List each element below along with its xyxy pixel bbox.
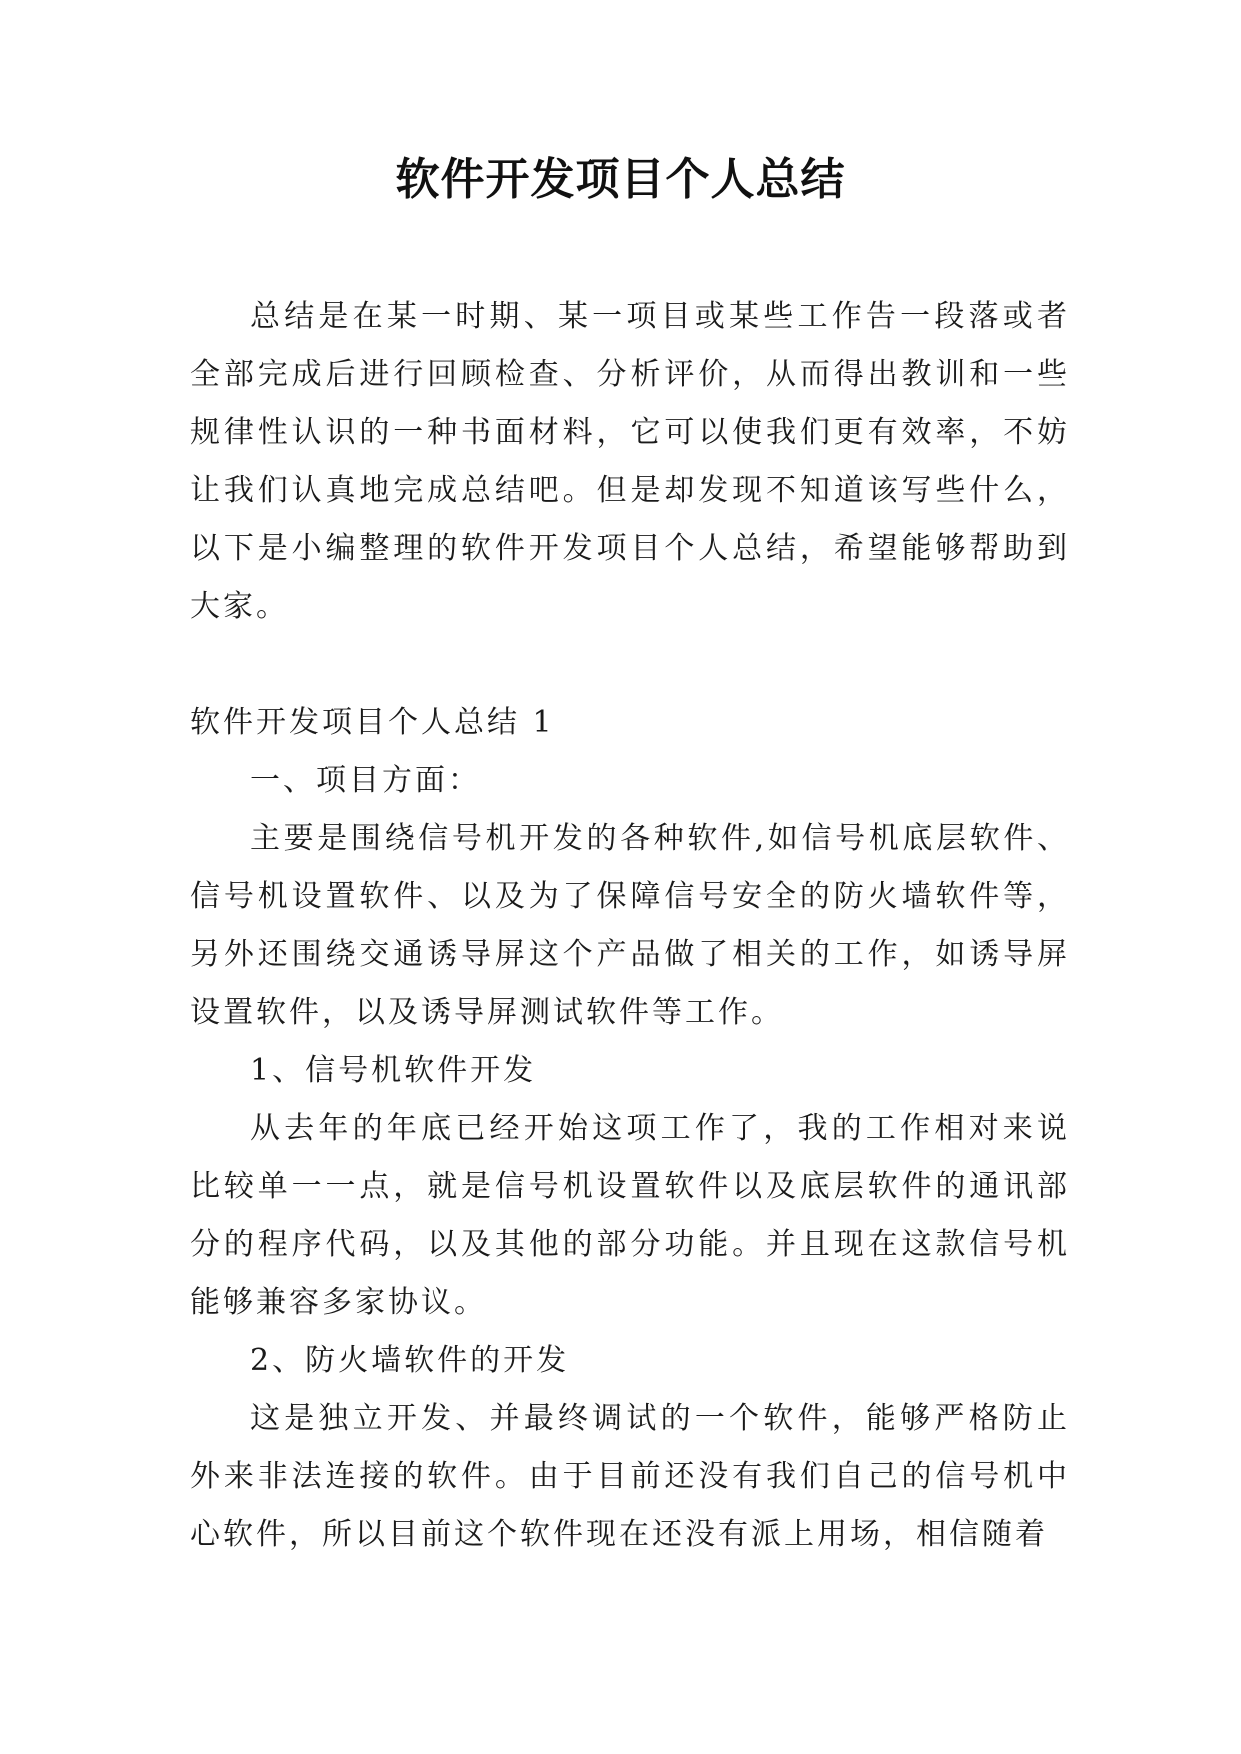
document-title: 软件开发项目个人总结: [395, 154, 846, 205]
section-title: 软件开发项目个人总结 1: [190, 705, 555, 740]
paragraph-signal-software: 从去年的年底已经开始这项工作了，我的工作相对来说比较单一一点，就是信号机设置软件以及底层软件的通讯部分的程序代码，以及其他的部分功能。并且现在这款信号机能够兼容多家协议。: [190, 1111, 1070, 1320]
subheading-signal-software: 1、信号机软件开发: [250, 1053, 537, 1088]
subheading-firewall-software: 2、防火墙软件的开发: [250, 1343, 570, 1378]
document-body: [190, 288, 1070, 1564]
subheading-project: 一、项目方面：: [250, 763, 481, 798]
paragraph-firewall-software: 这是独立开发、并最终调试的一个软件，能够严格防止外来非法连接的软件。由于目前还没有我们自己的信号机中心软件，所以目前这个软件现在还没有派上用场，相信随着: [190, 1401, 1070, 1552]
paragraph-project-overview: 主要是围绕信号机开发的各种软件,如信号机底层软件、信号机设置软件、以及为了保障信号安全的防火墙软件等，另外还围绕交通诱导屏这个产品做了相关的工作，如诱导屏设置软件，以及诱导屏测试软件等工作。: [190, 821, 1070, 1030]
intro-paragraph: 总结是在某一时期、某一项目或某些工作告一段落或者全部完成后进行回顾检查、分析评价，从而得出教训和一些规律性认识的一种书面材料，它可以使我们更有效率，不妨让我们认真地完成总结吧。但是却发现不知道该写些什么，以下是小编整理的软件开发项目个人总结，希望能够帮助到大家。: [190, 299, 1070, 624]
